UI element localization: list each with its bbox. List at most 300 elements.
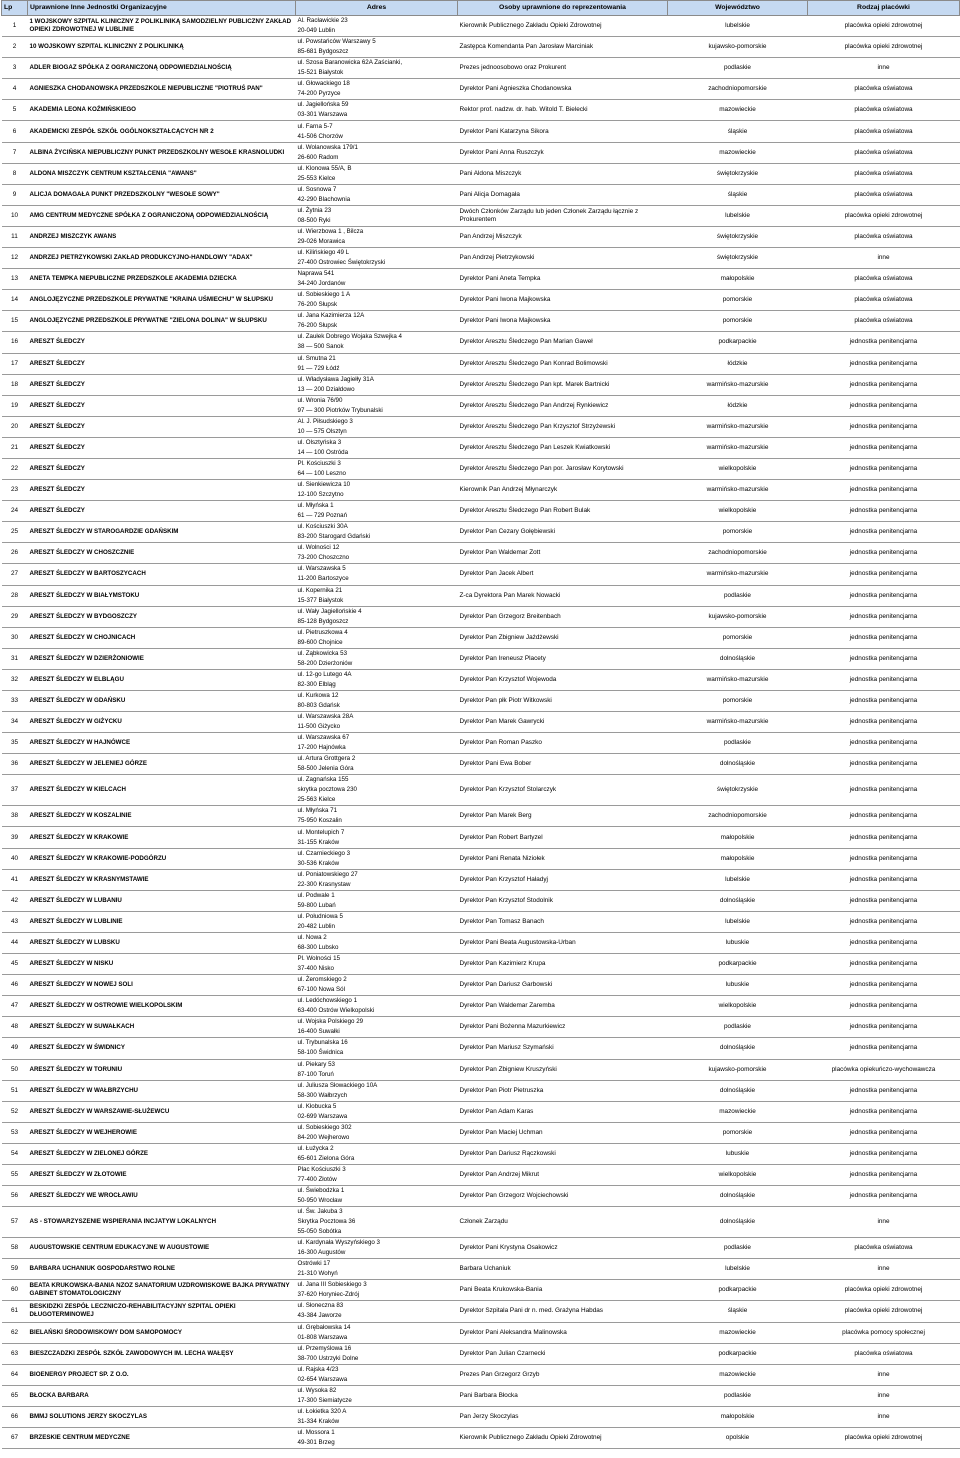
voivodeship: wielkopolskie — [668, 996, 808, 1017]
voivodeship: wielkopolskie — [668, 1164, 808, 1185]
representatives: Dyrektor Pani Katarzyna Sikora — [458, 121, 668, 142]
representatives: Dyrektor Pani Anna Ruszczyk — [458, 142, 668, 163]
address: ul. Sienkiewicza 10 12-100 Szczytno — [296, 480, 458, 501]
organization-name: ARESZT ŚLEDCZY W DZIERŻONIOWIE — [28, 648, 296, 669]
representatives: Dyrektor Pan Marek Berg — [458, 806, 668, 827]
organization-name: ARESZT ŚLEDCZY W CHOJNICACH — [28, 627, 296, 648]
facility-type: placówka oświatowa — [808, 290, 960, 311]
row-number: 65 — [2, 1385, 28, 1406]
organization-name: AMG CENTRUM MEDYCZNE SPÓŁKA Z OGRANICZONĄ ODPOWIEDZIALNOŚCIĄ — [28, 205, 296, 226]
facility-type: jednostka penitencjarna — [808, 416, 960, 437]
row-number: 33 — [2, 691, 28, 712]
header-name: Uprawnione Inne Jednostki Organizacyjne — [28, 1, 296, 16]
address: ul. Słoneczna 83 43-384 Jaworze — [296, 1301, 458, 1322]
address: ul. 12-go Lutego 4A 82-300 Elbląg — [296, 669, 458, 690]
representatives: Dyrektor Pan płk Piotr Witkowski — [458, 691, 668, 712]
address: ul. Trybunalska 16 58-100 Świdnica — [296, 1038, 458, 1059]
address: ul. Kłobucka 5 02-699 Warszawa — [296, 1101, 458, 1122]
row-number: 29 — [2, 606, 28, 627]
voivodeship: mazowieckie — [668, 1364, 808, 1385]
facility-type: placówka oświatowa — [808, 184, 960, 205]
table-row — [2, 827, 960, 848]
table-row — [2, 1143, 960, 1164]
representatives: Dyrektor Pani Aneta Tempka — [458, 269, 668, 290]
table-row — [2, 248, 960, 269]
facility-type: inne — [808, 248, 960, 269]
address: ul. Sobieskiego 1 A 76-200 Słupsk — [296, 290, 458, 311]
header-voivodeship: Województwo — [668, 1, 808, 16]
organization-name: ANDRZEJ PIETRZYKOWSKI ZAKŁAD PRODUKCYJNO-HANDLOWY "ADAX" — [28, 248, 296, 269]
facility-type: jednostka penitencjarna — [808, 669, 960, 690]
facility-type: jednostka penitencjarna — [808, 996, 960, 1017]
representatives: Pan Andrzej Pietrzykowski — [458, 248, 668, 269]
voivodeship: małopolskie — [668, 848, 808, 869]
voivodeship: kujawsko-pomorskie — [668, 1059, 808, 1080]
address: ul. Władysława Jagiełły 31A 13 — 200 Działdowo — [296, 374, 458, 395]
table-row — [2, 1122, 960, 1143]
voivodeship: dolnośląskie — [668, 1080, 808, 1101]
organization-name: ARESZT ŚLEDCZY — [28, 501, 296, 522]
facility-type: jednostka penitencjarna — [808, 932, 960, 953]
row-number: 37 — [2, 775, 28, 806]
facility-type: jednostka penitencjarna — [808, 691, 960, 712]
representatives: Dyrektor Pan Waldemar Zaremba — [458, 996, 668, 1017]
table-row — [2, 1059, 960, 1080]
voivodeship: podlaskie — [668, 1017, 808, 1038]
row-number: 61 — [2, 1301, 28, 1322]
address: ul. Piekary 53 87-100 Toruń — [296, 1059, 458, 1080]
representatives: Dyrektor Pani Renata Niziołek — [458, 848, 668, 869]
voivodeship: małopolskie — [668, 269, 808, 290]
organization-name: ARESZT ŚLEDCZY — [28, 332, 296, 353]
table-row — [2, 480, 960, 501]
table-row — [2, 1385, 960, 1406]
table-row — [2, 332, 960, 353]
address: ul. Ledóchowskiego 1 63-400 Ostrów Wielkopolski — [296, 996, 458, 1017]
facility-type: placówka oświatowa — [808, 226, 960, 247]
address: ul. Rajska 4/23 02-654 Warszawa — [296, 1364, 458, 1385]
table-row — [2, 1038, 960, 1059]
representatives: Dyrektor Pani Krystyna Osakowicz — [458, 1238, 668, 1259]
representatives: Dyrektor Aresztu Śledczego Pan Robert Bulak — [458, 501, 668, 522]
organization-name: ARESZT ŚLEDCZY — [28, 458, 296, 479]
table-header — [2, 1, 960, 16]
organization-name: BIELAŃSKI ŚRODOWISKOWY DOM SAMOPOMOCY — [28, 1322, 296, 1343]
representatives: Dyrektor Pan Julian Czarnecki — [458, 1343, 668, 1364]
voivodeship: opolskie — [668, 1428, 808, 1449]
facility-type: inne — [808, 1259, 960, 1280]
organization-name: ARESZT ŚLEDCZY W KOSZALINIE — [28, 806, 296, 827]
voivodeship: dolnośląskie — [668, 890, 808, 911]
address: ul. Sosnowa 7 42-290 Blachownia — [296, 184, 458, 205]
organization-name: ARESZT ŚLEDCZY W ZŁOTOWIE — [28, 1164, 296, 1185]
facility-type: jednostka penitencjarna — [808, 564, 960, 585]
organization-name: ADLER BIOGAZ SPÓŁKA Z OGRANICZONĄ ODPOWIEDZIALNOŚCIĄ — [28, 58, 296, 79]
table-row — [2, 975, 960, 996]
organization-name: ARESZT ŚLEDCZY W ELBLĄGU — [28, 669, 296, 690]
voivodeship: podlaskie — [668, 1385, 808, 1406]
row-number: 9 — [2, 184, 28, 205]
row-number: 7 — [2, 142, 28, 163]
table-row — [2, 184, 960, 205]
organization-name: ARESZT ŚLEDCZY — [28, 353, 296, 374]
table-row — [2, 522, 960, 543]
organization-name: ARESZT ŚLEDCZY W KIELCACH — [28, 775, 296, 806]
table-row — [2, 79, 960, 100]
address: ul. Młyńska 71 75-950 Koszalin — [296, 806, 458, 827]
address: ul. Łokietka 320 A 31-334 Kraków — [296, 1406, 458, 1427]
organization-name: ARESZT ŚLEDCZY W LUBSKU — [28, 932, 296, 953]
address: ul. Warszawska 28A 11-500 Giżycko — [296, 712, 458, 733]
voivodeship: warmińsko-mazurskie — [668, 437, 808, 458]
facility-type: jednostka penitencjarna — [808, 1186, 960, 1207]
organization-name: ARESZT ŚLEDCZY W BARTOSZYCACH — [28, 564, 296, 585]
address: ul. Kardynała Wyszyńskiego 3 16-300 Augustów — [296, 1238, 458, 1259]
table-row — [2, 501, 960, 522]
table-row — [2, 627, 960, 648]
row-number: 34 — [2, 712, 28, 733]
organization-name: ARESZT ŚLEDCZY W WAŁBRZYCHU — [28, 1080, 296, 1101]
row-number: 59 — [2, 1259, 28, 1280]
facility-type: placówka oświatowa — [808, 121, 960, 142]
address: ul. Zagnańska 155 skrytka pocztowa 230 25-563 Kielce — [296, 775, 458, 806]
table-row — [2, 100, 960, 121]
table-row — [2, 1364, 960, 1385]
voivodeship: wielkopolskie — [668, 501, 808, 522]
table-row — [2, 437, 960, 458]
organization-name: ARESZT ŚLEDCZY W LUBLINIE — [28, 911, 296, 932]
row-number: 66 — [2, 1406, 28, 1427]
table-row — [2, 205, 960, 226]
address: ul. Wały Jagiellońskie 4 85-128 Bydgoszcz — [296, 606, 458, 627]
address: ul. Świebodzka 1 50-950 Wrocław — [296, 1186, 458, 1207]
representatives: Dyrektor Aresztu Śledczego Pan Konrad Bolimowski — [458, 353, 668, 374]
representatives: Dyrektor Szpitala Pani dr n. med. Grażyna Habdas — [458, 1301, 668, 1322]
table-row — [2, 1280, 960, 1301]
address: ul. Żytnia 23 08-500 Ryki — [296, 205, 458, 226]
organization-name: BIESZCZADZKI ZESPÓŁ SZKÓŁ ZAWODOWYCH IM. LECHA WAŁĘSY — [28, 1343, 296, 1364]
address: ul. Kurkowa 12 80-803 Gdańsk — [296, 691, 458, 712]
representatives: Dyrektor Aresztu Śledczego Pan Marian Gaweł — [458, 332, 668, 353]
row-number: 13 — [2, 269, 28, 290]
address: ul. Juliusza Słowackiego 10A 58-300 Wałbrzych — [296, 1080, 458, 1101]
table-row — [2, 374, 960, 395]
voivodeship: dolnośląskie — [668, 1186, 808, 1207]
address: ul. Jana III Sobieskiego 3 37-620 Horyniec-Zdrój — [296, 1280, 458, 1301]
row-number: 62 — [2, 1322, 28, 1343]
organization-name: ARESZT ŚLEDCZY W JELENIEJ GÓRZE — [28, 754, 296, 775]
facility-type: placówka oświatowa — [808, 269, 960, 290]
representatives: Dyrektor Pani Ewa Bober — [458, 754, 668, 775]
facility-type: placówka oświatowa — [808, 79, 960, 100]
address: ul. Zaułek Dobrego Wojaka Szwejka 4 38 — 500 Sanok — [296, 332, 458, 353]
row-number: 22 — [2, 458, 28, 479]
facility-type: placówka opieki zdrowotnej — [808, 205, 960, 226]
row-number: 51 — [2, 1080, 28, 1101]
table-row — [2, 1017, 960, 1038]
row-number: 45 — [2, 954, 28, 975]
voivodeship: pomorskie — [668, 311, 808, 332]
organization-name: AKADEMIA LEONA KOŹMIŃSKIEGO — [28, 100, 296, 121]
representatives: Barbara Uchaniuk — [458, 1259, 668, 1280]
facility-type: placówka oświatowa — [808, 1343, 960, 1364]
address: ul. Grębałowska 14 01-808 Warszawa — [296, 1322, 458, 1343]
voivodeship: łódzkie — [668, 395, 808, 416]
address: ul. Olsztyńska 3 14 — 100 Ostróda — [296, 437, 458, 458]
representatives: Dyrektor Pan Andrzej Mikrut — [458, 1164, 668, 1185]
table-row — [2, 121, 960, 142]
row-number: 5 — [2, 100, 28, 121]
organization-name: ARESZT ŚLEDCZY W CHOSZCZNIE — [28, 543, 296, 564]
organization-name: AKADEMICKI ZESPÓŁ SZKÓŁ OGÓLNOKSZTAŁCĄCYCH NR 2 — [28, 121, 296, 142]
voivodeship: śląskie — [668, 184, 808, 205]
row-number: 6 — [2, 121, 28, 142]
representatives: Prezes jednoosobowo oraz Prokurent — [458, 58, 668, 79]
voivodeship: pomorskie — [668, 522, 808, 543]
table-row — [2, 290, 960, 311]
row-number: 44 — [2, 932, 28, 953]
row-number: 12 — [2, 248, 28, 269]
facility-type: jednostka penitencjarna — [808, 543, 960, 564]
row-number: 11 — [2, 226, 28, 247]
voivodeship: warmińsko-mazurskie — [668, 564, 808, 585]
voivodeship: świętokrzyskie — [668, 163, 808, 184]
facility-type: jednostka penitencjarna — [808, 627, 960, 648]
table-row — [2, 1164, 960, 1185]
row-number: 30 — [2, 627, 28, 648]
address: ul. Południowa 5 20-482 Lublin — [296, 911, 458, 932]
table-row — [2, 1406, 960, 1427]
row-number: 23 — [2, 480, 28, 501]
table-row — [2, 733, 960, 754]
table-row — [2, 416, 960, 437]
address: ul. Wolności 12 73-200 Choszczno — [296, 543, 458, 564]
facility-type: inne — [808, 58, 960, 79]
row-number: 1 — [2, 16, 28, 37]
address: ul. Głowackiego 18 74-200 Pyrzyce — [296, 79, 458, 100]
row-number: 54 — [2, 1143, 28, 1164]
row-number: 3 — [2, 58, 28, 79]
table-row — [2, 775, 960, 806]
address: ul. Warszawska 5 11-200 Bartoszyce — [296, 564, 458, 585]
registry-table — [1, 0, 960, 1449]
voivodeship: pomorskie — [668, 691, 808, 712]
representatives: Dyrektor Pan Dariusz Garbowski — [458, 975, 668, 996]
table-row — [2, 1322, 960, 1343]
row-number: 15 — [2, 311, 28, 332]
representatives: Pani Aldona Miszczyk — [458, 163, 668, 184]
representatives: Dyrektor Aresztu Śledczego Pan Andrzej Rynkiewicz — [458, 395, 668, 416]
facility-type: jednostka penitencjarna — [808, 332, 960, 353]
voivodeship: łódzkie — [668, 353, 808, 374]
representatives: Członek Zarządu — [458, 1207, 668, 1238]
address: ul. Wierzbowa 1 , Bilcza 29-026 Morawica — [296, 226, 458, 247]
facility-type: jednostka penitencjarna — [808, 827, 960, 848]
voivodeship: podkarpackie — [668, 1280, 808, 1301]
organization-name: ALDONA MISZCZYK CENTRUM KSZTAŁCENIA "AWANS" — [28, 163, 296, 184]
table-row — [2, 269, 960, 290]
table-row — [2, 606, 960, 627]
voivodeship: podlaskie — [668, 1238, 808, 1259]
representatives: Dyrektor Pan Waldemar Zott — [458, 543, 668, 564]
voivodeship: podlaskie — [668, 733, 808, 754]
row-number: 41 — [2, 869, 28, 890]
organization-name: AUGUSTOWSKIE CENTRUM EDUKACYJNE W AUGUSTOWIE — [28, 1238, 296, 1259]
table-row — [2, 890, 960, 911]
facility-type: jednostka penitencjarna — [808, 1038, 960, 1059]
organization-name: ARESZT ŚLEDCZY W NOWEJ SOLI — [28, 975, 296, 996]
representatives: Dyrektor Pan Krzysztof Stolarczyk — [458, 775, 668, 806]
voivodeship: lubuskie — [668, 932, 808, 953]
header-representatives: Osoby uprawnione do reprezentowania — [458, 1, 668, 16]
representatives: Dyrektor Pan Mariusz Szymański — [458, 1038, 668, 1059]
facility-type: inne — [808, 1207, 960, 1238]
row-number: 55 — [2, 1164, 28, 1185]
row-number: 18 — [2, 374, 28, 395]
organization-name: ARESZT ŚLEDCZY W GDAŃSKU — [28, 691, 296, 712]
organization-name: ARESZT ŚLEDCZY W KRAKOWIE — [28, 827, 296, 848]
voivodeship: lubelskie — [668, 1259, 808, 1280]
voivodeship: śląskie — [668, 1301, 808, 1322]
representatives: Dyrektor Pan Kazimierz Krupa — [458, 954, 668, 975]
representatives: Dyrektor Pan Robert Bartyzel — [458, 827, 668, 848]
representatives: Pan Jerzy Skoczylas — [458, 1406, 668, 1427]
table-row — [2, 806, 960, 827]
facility-type: jednostka penitencjarna — [808, 890, 960, 911]
voivodeship: warmińsko-mazurskie — [668, 669, 808, 690]
facility-type: placówka oświatowa — [808, 311, 960, 332]
address: ul. Farna 5-7 41-506 Chorzów — [296, 121, 458, 142]
row-number: 20 — [2, 416, 28, 437]
table-row — [2, 669, 960, 690]
representatives: Pani Alicja Domagała — [458, 184, 668, 205]
facility-type: jednostka penitencjarna — [808, 1143, 960, 1164]
facility-type: inne — [808, 1385, 960, 1406]
representatives: Dwóch Członków Zarządu lub jeden Członek Zarządu łącznie z Prokurentem — [458, 205, 668, 226]
address: ul. Nowa 2 68-300 Lubsko — [296, 932, 458, 953]
representatives: Kierownik Publicznego Zakładu Opieki Zdrowotnej — [458, 1428, 668, 1449]
facility-type: inne — [808, 1406, 960, 1427]
voivodeship: pomorskie — [668, 1122, 808, 1143]
voivodeship: dolnośląskie — [668, 754, 808, 775]
facility-type: placówka oświatowa — [808, 163, 960, 184]
voivodeship: warmińsko-mazurskie — [668, 416, 808, 437]
organization-name: ARESZT ŚLEDCZY W STAROGARDZIE GDAŃSKIM — [28, 522, 296, 543]
facility-type: jednostka penitencjarna — [808, 954, 960, 975]
representatives: Pani Beata Krukowska-Bania — [458, 1280, 668, 1301]
representatives: Dyrektor Pani Bożenna Mazurkiewicz — [458, 1017, 668, 1038]
address: ul. Powstańców Warszawy 5 85-681 Bydgoszcz — [296, 37, 458, 58]
address: ul. Wojska Polskiego 29 16-400 Suwałki — [296, 1017, 458, 1038]
organization-name: ARESZT ŚLEDCZY W GIŻYCKU — [28, 712, 296, 733]
facility-type: inne — [808, 1364, 960, 1385]
facility-type: jednostka penitencjarna — [808, 848, 960, 869]
voivodeship: zachodniopomorskie — [668, 79, 808, 100]
representatives: Dyrektor Pan Grzegorz Breitenbach — [458, 606, 668, 627]
address: ul. Jana Kazimierza 12A 76-200 Słupsk — [296, 311, 458, 332]
organization-name: BŁOCKA BARBARA — [28, 1385, 296, 1406]
organization-name: ARESZT ŚLEDCZY W WARSZAWIE-SŁUŻEWCU — [28, 1101, 296, 1122]
table-row — [2, 564, 960, 585]
representatives: Rektor prof. nadzw. dr. hab. Witold T. Bielecki — [458, 100, 668, 121]
facility-type: jednostka penitencjarna — [808, 522, 960, 543]
voivodeship: świętokrzyskie — [668, 226, 808, 247]
row-number: 31 — [2, 648, 28, 669]
table-row — [2, 848, 960, 869]
voivodeship: mazowieckie — [668, 142, 808, 163]
voivodeship: podkarpackie — [668, 1343, 808, 1364]
facility-type: jednostka penitencjarna — [808, 911, 960, 932]
voivodeship: podkarpackie — [668, 954, 808, 975]
address: Pl. Kościuszki 3 64 — 100 Leszno — [296, 458, 458, 479]
row-number: 17 — [2, 353, 28, 374]
organization-name: ARESZT ŚLEDCZY — [28, 395, 296, 416]
representatives: Dyrektor Pan Piotr Pietruszka — [458, 1080, 668, 1101]
facility-type: placówka oświatowa — [808, 142, 960, 163]
representatives: Dyrektor Pani Iwona Majkowska — [458, 290, 668, 311]
table-row — [2, 37, 960, 58]
organization-name: BRZESKIE CENTRUM MEDYCZNE — [28, 1428, 296, 1449]
voivodeship: dolnośląskie — [668, 1207, 808, 1238]
address: ul. Mossora 1 49-301 Brzeg — [296, 1428, 458, 1449]
address: ul. Szosa Baranowicka 62A Zaścianki, 15-521 Białystok — [296, 58, 458, 79]
address: ul. Wolanowska 179/1 26-600 Radom — [296, 142, 458, 163]
voivodeship: świętokrzyskie — [668, 248, 808, 269]
table-row — [2, 691, 960, 712]
row-number: 64 — [2, 1364, 28, 1385]
representatives: Dyrektor Pan Roman Paszko — [458, 733, 668, 754]
representatives: Dyrektor Pan Grzegorz Wojciechowski — [458, 1186, 668, 1207]
voivodeship: pomorskie — [668, 627, 808, 648]
voivodeship: lubelskie — [668, 205, 808, 226]
facility-type: placówka opieki zdrowotnej — [808, 1280, 960, 1301]
address: Ostrówki 17 21-310 Wohyń — [296, 1259, 458, 1280]
table-row — [2, 754, 960, 775]
voivodeship: podkarpackie — [668, 332, 808, 353]
address: ul. Artura Grottgera 2 58-500 Jelenia Góra — [296, 754, 458, 775]
organization-name: ANGLOJĘZYCZNE PRZEDSZKOLE PRYWATNE "KRAINA UŚMIECHU" W SŁUPSKU — [28, 290, 296, 311]
voivodeship: podlaskie — [668, 58, 808, 79]
voivodeship: pomorskie — [668, 290, 808, 311]
representatives: Kierownik Publicznego Zakładu Opieki Zdrowotnej — [458, 16, 668, 37]
organization-name: ARESZT ŚLEDCZY W NISKU — [28, 954, 296, 975]
voivodeship: lubelskie — [668, 911, 808, 932]
address: ul. Żeromskiego 2 67-100 Nowa Sól — [296, 975, 458, 996]
facility-type: jednostka penitencjarna — [808, 480, 960, 501]
facility-type: jednostka penitencjarna — [808, 374, 960, 395]
facility-type: jednostka penitencjarna — [808, 501, 960, 522]
table-row — [2, 1207, 960, 1238]
representatives: Dyrektor Pan Maciej Uchman — [458, 1122, 668, 1143]
facility-type: jednostka penitencjarna — [808, 458, 960, 479]
table-row — [2, 163, 960, 184]
facility-type: jednostka penitencjarna — [808, 712, 960, 733]
address: Naprawa 541 34-240 Jordanów — [296, 269, 458, 290]
voivodeship: mazowieckie — [668, 1101, 808, 1122]
facility-type: jednostka penitencjarna — [808, 1101, 960, 1122]
facility-type: placówka opieki zdrowotnej — [808, 1301, 960, 1322]
table-row — [2, 1186, 960, 1207]
representatives: Dyrektor Pan Adam Karas — [458, 1101, 668, 1122]
voivodeship: małopolskie — [668, 1406, 808, 1427]
organization-name: ARESZT ŚLEDCZY W KRAKOWIE-PODGÓRZU — [28, 848, 296, 869]
facility-type: jednostka penitencjarna — [808, 733, 960, 754]
voivodeship: kujawsko-pomorskie — [668, 606, 808, 627]
table-row — [2, 911, 960, 932]
table-row — [2, 996, 960, 1017]
organization-name: ANGLOJĘZYCZNE PRZEDSZKOLE PRYWATNE "ZIELONA DOLINA" W SŁUPSKU — [28, 311, 296, 332]
row-number: 10 — [2, 205, 28, 226]
